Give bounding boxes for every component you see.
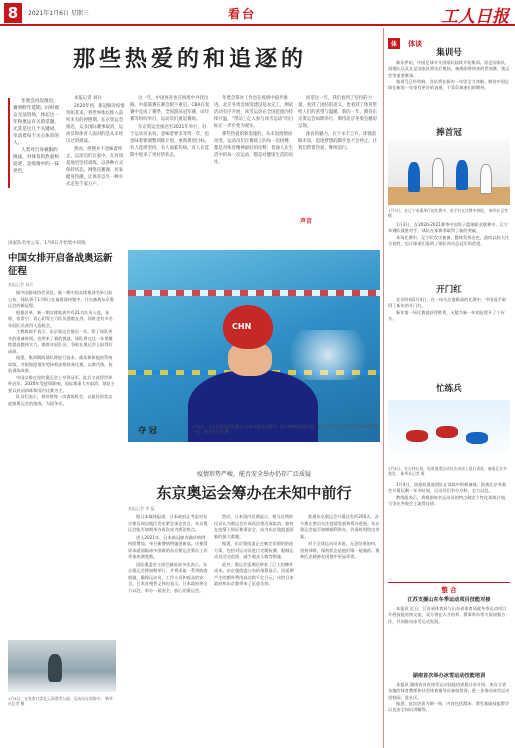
intro-paragraph: 人类对自身极限的挑战，对体育的热爱和追逐，是疫情中的一抹亮色。: [13, 148, 59, 174]
tokyo-paragraph: 此外，奥运会延期还带来了巨大的额外成本。东京奥组委公布的预算显示，因延期产生的额外费用高达数千亿日元，这给日本政府和东京都带来了沉重负担。: [214, 561, 294, 586]
speed-skating-photo: [388, 400, 510, 462]
sidebar-section-title: 捧首冠: [436, 128, 462, 138]
player-figure: [456, 160, 468, 190]
main-article-paragraph: 这一年，中国体育也在困境中寻找出路。中超联赛在赛会制下重启，CBA在复赛中完成了赛季，全国游泳冠军赛、田径赛等纷纷举行，运动员们重返赛场。: [130, 96, 210, 122]
sidebar-paragraph: 教练组表示，将根据每名运动员的特点制定个性化训练计划，力争在冬奥会上取得佳绩。: [388, 494, 510, 506]
page-headline: 那些热爱的和追逐的: [72, 47, 307, 72]
main-photo-swimmer: [128, 250, 380, 442]
sidebar-paragraph: 1月4日，国家短道速滑队在训练中积极备战。距离北京冬奥会开幕仅剩一年多时间，运动员们争分夺秒，全力以赴。: [388, 482, 507, 494]
main-article-paragraph: 回望这一年，我们看到了坚持的力量，看到了团结的意义，也看到了体育带给人们的希望与温暖。新的一年，期待东京奥运会如期举行，期待北京冬奥会精彩呈现。: [298, 96, 378, 129]
brief-text: [388, 606, 510, 668]
intro-accent-bar: [8, 98, 10, 188]
volleyball-kicker: 国家队名单公布，1月6日开始集中训练: [8, 241, 86, 246]
tokyo-paragraph: 据悉，东京奥组委正在制定详细的防疫方案，包括对运动员进行定期检测、限制运动员活动范围、减少观众人数等措施。: [214, 541, 294, 559]
swim-cap-label: CHN: [232, 322, 252, 331]
brief-paragraph: 本报讯 近日，江苏省体育局与山东省体育局就冬季运动项目开展技能对接交流，双方将在人才培养、赛事举办等方面加强合作，共同推动冰雪运动发展。: [388, 606, 507, 624]
volleyball-paragraph: 主教练郎平表示，东京奥运会推迟一年，给了球队更多的准备时间，也带来了新的挑战。球队将在这一年里继续提高整体实力，锻炼年轻队员，争取在奥运会上取得好成绩。: [8, 329, 113, 354]
tokyo-paragraph: 距离东京奥运会开幕还有约200天，各方都在密切关注疫情发展和筹办进展。东京奥运会能否如期顺利举办，仍需时间给出答案。: [300, 514, 380, 539]
brief-paragraph: 本报讯 湖南省首次冰雪运动技能培训班日前开班，来自全省各地的体育教师和社会体育指导员参加培训，进一步推动冰雪运动进校园、进社区。: [388, 682, 510, 700]
tokyo-kicker: 疫情形势严峻，能否安全举办仍存广泛质疑: [196, 471, 311, 478]
brief-paragraph: 据悉，此次培训为期一周，内容包括滑冰、滑雪基础技能教学以及安全知识讲解等。: [388, 700, 510, 713]
sidebar-paragraph: 1月3日，在2020-2021赛季中国男子篮球职业联赛中，辽宁本钢队战胜对手，球队在本赛季取得了新的突破。: [388, 222, 508, 234]
brief-title: 江苏支援山东冬季运动项目技能对接: [407, 597, 491, 603]
basketball-photo: [388, 140, 510, 205]
sidebar-section-title: 集训号: [436, 48, 462, 58]
volleyball-story: [8, 240, 116, 620]
main-article-paragraph: 冬奥会筹办工作也在疫情中稳步推进。北京冬奥会场馆建设基本完工，测试活动有序开展，冰雪运动在全国范围内持续升温，“带动三亿人参与冰雪运动”的目标正一步步变为现实。: [214, 96, 294, 129]
volleyball-paragraph: 据悉，集训期间球队将进行技术、战术和体能的系统训练，并根据疫情形势择机安排热身比赛，以赛代练，检验训练成果。: [8, 355, 113, 373]
sidebar-label: 体谈: [408, 40, 423, 48]
tokyo-col-2: [214, 514, 294, 746]
main-article-col-1: [66, 95, 126, 245]
masthead: [0, 0, 515, 26]
tokyo-col-1: [128, 514, 208, 746]
tokyo-paragraph: 对于全球运动员来说，无论结果如何，坚持训练、保持状态是他们唯一能做的。奥林匹克精神在困境中更显珍贵。: [300, 541, 380, 559]
main-article: [66, 95, 380, 245]
basketball-photo-caption: 1月3日，在辽宁本溪举行的比赛中，选手们在比赛中拼抢。 新华社记者 摄: [388, 208, 508, 218]
main-article-paragraph: 然而，停摆并不意味着停止。运动员们在家中、在封闭基地里坚持训练，以各种方式保持状态。网络直播课、居家健身热潮，让体育以另一种方式走进千家万户。: [66, 147, 124, 187]
sidebar-section-text: [388, 222, 510, 280]
sidebar-paragraph: 集训号已经吹响，各队将在新的一年里全力冲刺。期待中国足球在新的一年里有更好的表现，不辜负球迷们的期待。: [388, 78, 510, 91]
sidebar-section-text: [388, 482, 510, 578]
intro-box: [8, 98, 60, 188]
date-line: 2021年1月6日 星期三: [28, 10, 89, 17]
main-article-author: 本报记者 刘兵: [74, 96, 102, 101]
tokyo-paragraph: 国际奥委会主席巴赫此前多次表示，东京奥运会将如期举行，并将采取一系列防疫措施，确保运动员、工作人员和观众的安全。日本首相菅义伟也表示，日本政府将全力以赴，举办一届安全、放心的奥运会。: [128, 561, 208, 593]
volleyball-title: 中国女排开启备战奥运新征程: [8, 253, 113, 277]
page-number: 8: [4, 3, 22, 23]
tokyo-title: 东京奥运会筹办在未知中前行: [156, 484, 352, 502]
skater-figure: [406, 430, 428, 442]
tokyo-author: 本报记者 李 磊: [128, 506, 155, 511]
sidebar-section-text: [388, 297, 510, 375]
player-figure: [432, 158, 444, 188]
main-article-paragraph: 东京奥运会推迟至2021年举行，对于运动员来说，意味着要多等待一年，也意味着要调整训练计划、重新规划目标。有人选择坚持，有人面临伤病，有人在延期中迎来了更好的状态。: [130, 125, 210, 158]
intro-text: [13, 98, 60, 175]
column-divider: [383, 28, 384, 748]
volleyball-paragraph: 队员们表示，将珍惜每一次训练机会，以最好的状态迎接奥运会的挑战，为国争光。: [8, 394, 113, 406]
sidebar-paragraph: 新年第一场比赛就获得胜利，无疑为新一年的征程开了个好头。: [388, 309, 505, 321]
water-splash: [278, 330, 378, 380]
tokyo-paragraph: 进入2021年，日本新冠肺炎确诊病例持续增加，单日新增病例屡创新高。这使得原本就面临诸多困难的东京奥运会筹办工作更加充满变数。: [128, 534, 208, 559]
player-figure: [480, 164, 492, 194]
main-article-col-2: [130, 95, 210, 245]
sidebar-badge: 体: [388, 38, 400, 49]
ski-photo-caption: 1月4日，在张家口崇礼云顶滑雪公园，运动员在训练中。 新华社记者 摄: [8, 696, 113, 706]
lane-rope: [128, 290, 380, 296]
main-article-paragraph: 那些热爱的和追逐的，从未因疫情而改变。运动员们在赛场上的每一次拼搏，都是对体育精神最好的诠释；普通人在生活中的每一次运动，都是对健康生活的向往。: [214, 132, 294, 165]
main-article-paragraph: 体育的魅力，在于永不言弃。即使前路未知，追逐梦想的脚步也不会停止。让我们带着热爱，继续前行。: [298, 132, 378, 151]
main-photo-caption: 1月5日，在全国游泳冠军赛女子100米蛙泳决赛中，选手冲刺后庆祝夺冠。本次比赛是东京奥运会选拔赛的重要一站。 新华社记者 摄: [192, 424, 379, 434]
brief-title: 湖南首次举办冰雪运动技能培训: [412, 673, 486, 679]
main-article-col-3: [214, 95, 294, 245]
brief-header: 整 合: [388, 582, 510, 594]
skater-figure: [466, 432, 488, 444]
sidebar-section-title: 开门红: [436, 285, 462, 295]
volleyball-paragraph: 根据名单，新一期女排集训共有21名队员入选，朱婷、张常宁、袁心玥等主力队员悉数在列，同时也有多名年轻队员获得入选机会。: [8, 309, 113, 328]
sidebar-header: [388, 31, 510, 48]
volleyball-body: [8, 290, 116, 620]
sidebar-section-text: [388, 60, 510, 122]
tokyo-col-3: [300, 514, 380, 746]
tokyo-body: [128, 514, 380, 746]
main-article-paragraph: 2020年初，新冠肺炎疫情突如其来，将世界体坛推入前所未有的停摆期。东京奥运会推迟，众多国际赛事取消，运动员和体育人面对的是从未经历过的挑战。: [66, 104, 125, 144]
volleyball-paragraph: 中国女排在里约奥运会上夺得冠军，此后又获得世界杯冠军。2020年受疫情影响，国际赛事大多取消，球队主要以封闭训练和国内比赛为主。: [8, 374, 115, 393]
main-photo-title: 夺 冠: [138, 426, 157, 435]
skater-figure: [436, 426, 458, 438]
sidebar-paragraph: 北京时间1月4日，在一场关注度极高的比赛中，中国选手取得了新年的开门红。: [388, 297, 507, 309]
tokyo-paragraph: 据日本媒体报道，日本政府正考虑对东京都及周边地区发布紧急事态宣言，东京奥运会能否如期举办再次成为舆论焦点。: [128, 514, 208, 532]
player-figure: [408, 162, 420, 192]
section-title: 看台: [228, 7, 257, 21]
brief-text: [388, 682, 510, 746]
volleyball-author: 本报记者 刘兵: [8, 282, 34, 287]
skier-figure: [48, 654, 62, 682]
sidebar-section-title: 忙练兵: [436, 384, 462, 394]
speed-skating-caption: 1月4日，在吉林长春，短道速滑运动员在冰场上进行训练，备战北京冬奥会。 新华社记者 摄: [388, 466, 507, 476]
volleyball-paragraph: 据中国排球协会消息，新一期中国女排集训名单日前公布，球队将于1月6日在福建漳州集中，开启备战东京奥运会的新征程。: [8, 290, 114, 308]
intro-paragraph: 冬奥会再次推迟，赛事跨年延期，同时观众无法进场，体坛这一年和奥运有关的话题，尤其是这几个关键词，牵动着每个关心体育的人。: [13, 99, 59, 146]
voice-label: 声音: [300, 218, 313, 225]
tokyo-paragraph: 然而，日本国内民调显示，相当比例的民众认为奥运会应该再次推迟或取消。如何在疫情下保证赛事安全，成为东京奥组委面临的最大难题。: [214, 514, 294, 539]
ski-photo: [8, 640, 116, 692]
sidebar-paragraph: 本场比赛中，辽宁队攻守兼备，整体发挥出色，最终以较大比分获胜，也让球迷们看到了球队冲击总冠军的希望。: [388, 234, 510, 246]
newspaper-logo: 工人日报: [441, 7, 509, 27]
sidebar-paragraph: 新年伊始，中国足球多支国家队陆续开始集训。男足国家队、国奥队以及女足国家队将先后集结，备战即将到来的世预赛、奥运会等重要赛事。: [388, 60, 510, 78]
